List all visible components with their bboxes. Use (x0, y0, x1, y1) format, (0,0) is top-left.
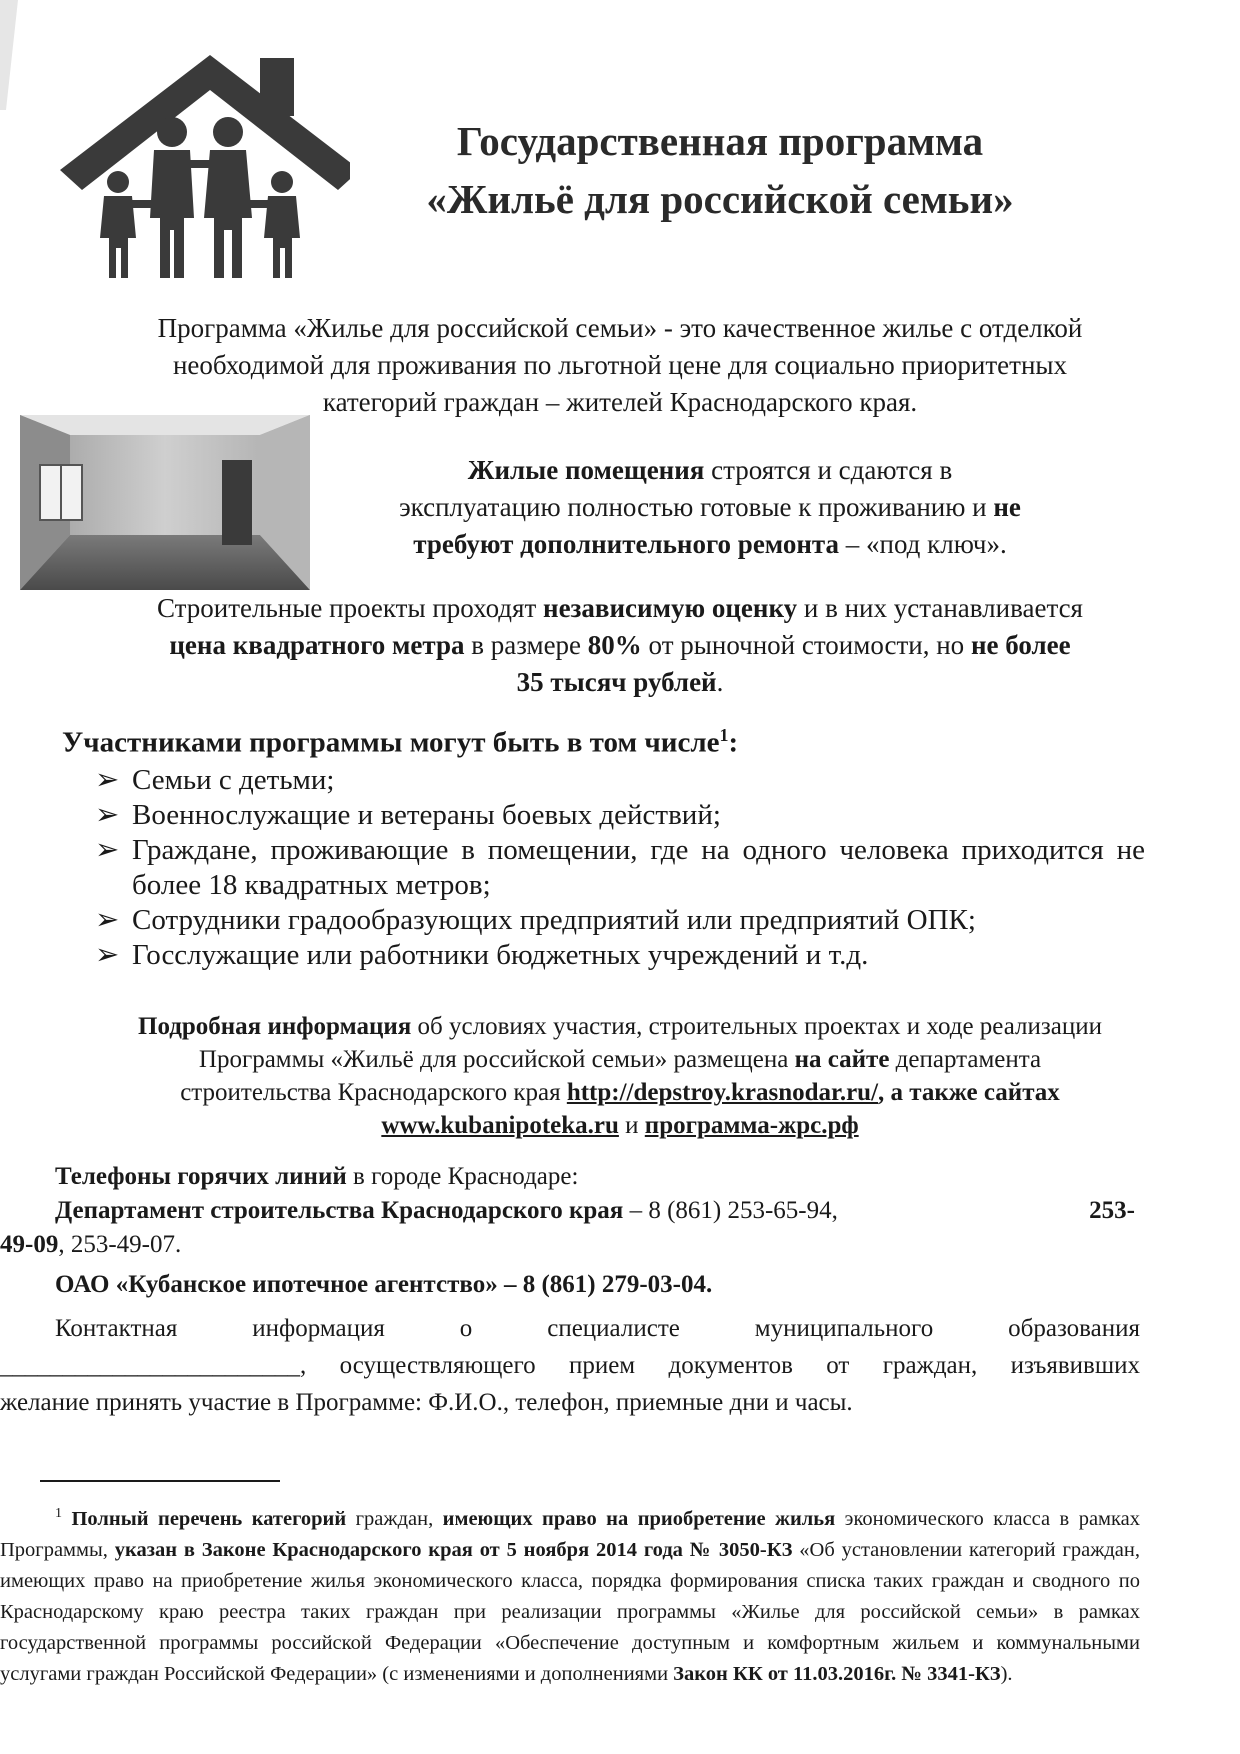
intro-line-1: Программа «Жилье для российской семьи» - это качественное жилье с отделкой (157, 313, 1083, 343)
price-bold-1: независимую оценку (543, 593, 798, 623)
phones-text-1: в городе Краснодаре: (346, 1163, 579, 1190)
dept-phones-1: – 8 (861) 253-65-94, (623, 1197, 838, 1224)
contact-line-2 (0, 1347, 1140, 1384)
dept-phone-line-2 (0, 1228, 1135, 1262)
agency-phone: ОАО «Кубанское ипотечное агентство» – 8 (861) 279-03-04. (55, 1271, 713, 1298)
price-text-5: . (716, 667, 724, 697)
dept-phones-3: 49-09 (0, 1231, 59, 1258)
info-line-3 (0, 1076, 1240, 1109)
footnote-text-1: граждан, (346, 1507, 443, 1530)
footnote-bold-1: Полный перечень категорий (71, 1507, 347, 1530)
contact-line-1: Контактная информация о специалисте муниципального образования (55, 1315, 1140, 1342)
arrow-bullet-icon: ➢ (95, 834, 120, 866)
info-bold-3: , а также сайтах (878, 1079, 1060, 1106)
info-text-4: строительства Краснодарского края (180, 1079, 567, 1106)
participants-heading (62, 725, 738, 760)
price-bold-5: 35 тысяч рублей (516, 667, 717, 697)
list-item (95, 798, 1145, 833)
price-line-1 (0, 590, 1240, 627)
turnkey-line-2 (315, 489, 1105, 526)
info-text-2: Программы «Жильё для российской семьи» размещена (198, 1046, 795, 1073)
price-line-3 (0, 664, 1240, 701)
turnkey-text-3: – «под ключ». (839, 529, 1007, 559)
turnkey-bold-1: Жилые помещения (467, 455, 705, 485)
participants-list (95, 763, 1145, 973)
list-item (95, 938, 1145, 973)
phones-heading (55, 1160, 1135, 1194)
list-item-text: Семьи с детьми; (132, 764, 335, 796)
turnkey-text-2: эксплуатацию полностью готовые к проживанию и (399, 492, 994, 522)
list-item-text: Граждане, проживающие в помещении, где на одного человека приходится не более 18 квадратных метров; (132, 834, 1145, 901)
footnote-ref: 1 (719, 725, 729, 745)
price-text-4: от рыночной стоимости, но (641, 630, 971, 660)
footnote-bold-4: Закон КК от 11.03.2016г. № 3341-КЗ (673, 1662, 1001, 1685)
price-bold-2: цена квадратного метра (169, 630, 465, 660)
price-bold-3: 80% (587, 630, 642, 660)
price-line-2 (0, 627, 1240, 664)
info-bold-2: на сайте (794, 1046, 890, 1073)
contact-text-2: , осуществляющего прием документов от граждан, изъявивших (300, 1352, 1140, 1379)
price-text-2: и в них устанавливается (797, 593, 1083, 623)
kubanipoteka-link[interactable]: www.kubanipoteka.ru (381, 1112, 619, 1139)
arrow-bullet-icon: ➢ (95, 904, 120, 936)
info-paragraph (0, 1010, 1240, 1142)
footnote-text-3: «Об установлении категорий граждан, имеющих право на приобретение жилья экономического класса, порядка формирования списка таких граждан и сводного по Краснодарскому краю реестра таких граждан при реализации программы «Жилье для российской семьи» в рамках государственной программы российской Федерации «Обеспечение доступным и комфортным жильем и коммунальными услугами граждан Российской Федерации» (с изменениями и дополнениями (0, 1538, 1140, 1685)
turnkey-text-1: строятся и сдаются в (704, 455, 953, 485)
arrow-bullet-icon: ➢ (95, 799, 120, 831)
dept-phones-4: , 253-49-07. (58, 1231, 182, 1258)
contact-paragraph (0, 1310, 1140, 1421)
title-line-1: Государственная программа (456, 118, 984, 164)
depstroy-link[interactable]: http://depstroy.krasnodar.ru/ (566, 1079, 879, 1106)
price-text-3: в размере (464, 630, 588, 660)
dept-name: Департамент строительства Краснодарского края (55, 1197, 624, 1224)
info-text-5: и (618, 1112, 645, 1139)
footnote-text-2: экономического класса в рамках Программы, (0, 1507, 1141, 1561)
footnote-bold-3: указан в Законе Краснодарского края от 5 ноября 2014 года № 3050-КЗ (114, 1538, 793, 1561)
turnkey-paragraph (315, 452, 1105, 563)
footnote (0, 1498, 1140, 1690)
footnote-divider (40, 1480, 280, 1482)
info-line-4 (0, 1109, 1240, 1142)
price-paragraph (0, 590, 1240, 701)
phones-bold-1: Телефоны горячих линий (55, 1163, 347, 1190)
price-text-1: Строительные проекты проходят (157, 593, 544, 623)
contact-blank: ________________________ (0, 1352, 300, 1379)
dept-phones-2: 253- (1089, 1197, 1135, 1224)
list-item (95, 833, 1145, 903)
footnote-mark: 1 (55, 1506, 62, 1521)
price-bold-4: не более (970, 630, 1071, 660)
list-item-text: Сотрудники градообразующих предприятий или предприятий ОПК; (132, 904, 976, 936)
info-line-2 (0, 1043, 1240, 1076)
participants-heading-colon: : (728, 726, 739, 759)
info-text-3: департамента (889, 1046, 1042, 1073)
house-family-logo (60, 40, 350, 280)
page-corner-fold (0, 0, 20, 110)
arrow-bullet-icon: ➢ (95, 764, 120, 796)
page-title (330, 112, 1110, 228)
programma-zhrs-link[interactable]: программа-жрс.рф (644, 1112, 859, 1139)
list-item (95, 903, 1145, 938)
turnkey-bold-3: требуют дополнительного ремонта (413, 529, 839, 559)
turnkey-bold-2: не (993, 492, 1021, 522)
contact-line-3: желание принять участие в Программе: Ф.И.О., телефон, приемные дни и часы. (0, 1389, 853, 1416)
list-item (95, 763, 1145, 798)
info-bold-1: Подробная информация (138, 1013, 412, 1040)
participants-heading-text: Участниками программы могут быть в том числе (62, 726, 720, 759)
title-line-2: «Жильё для российской семьи» (426, 176, 1014, 222)
list-item-text: Госслужащие или работники бюджетных учреждений и т.д. (132, 939, 869, 971)
apartment-interior-photo (20, 415, 310, 590)
agency-phone-line (55, 1268, 1135, 1302)
footnote-text-4: ). (1000, 1662, 1013, 1685)
info-text-1: об условиях участия, строительных проектах и ходе реализации (411, 1013, 1102, 1040)
intro-paragraph (0, 310, 1240, 421)
arrow-bullet-icon: ➢ (95, 939, 120, 971)
dept-phone-line (55, 1194, 1135, 1228)
hotline-phones (0, 1160, 1135, 1302)
intro-line-3: категорий граждан – жителей Краснодарского края. (322, 387, 918, 417)
info-line-1 (0, 1010, 1240, 1043)
footnote-bold-2: имеющих право на приобретение жилья (442, 1507, 836, 1530)
list-item-text: Военнослужащие и ветераны боевых действий; (132, 799, 721, 831)
turnkey-line-3 (315, 526, 1105, 563)
intro-line-2: необходимой для проживания по льготной цене для социально приоритетных (172, 350, 1068, 380)
turnkey-line-1 (315, 452, 1105, 489)
